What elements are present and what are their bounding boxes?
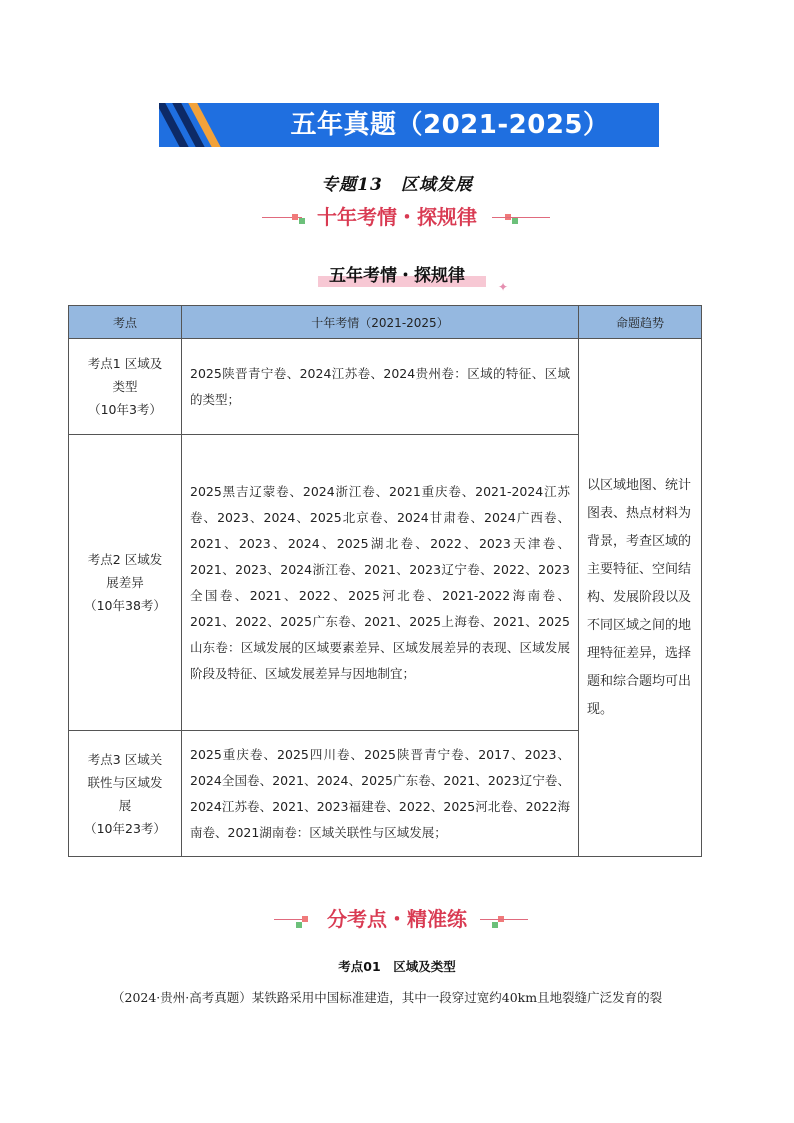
kaodian-cell	[69, 435, 182, 731]
kaodian-line: 考点2 区域发	[87, 552, 163, 567]
title-banner	[159, 103, 659, 147]
decor-square	[302, 916, 308, 922]
kaodian-line: 类型	[112, 379, 138, 394]
header-ten-year: 十年考情（2021-2025）	[182, 306, 579, 339]
description-cell: 2025重庆卷、2025四川卷、2025陕晋青宁卷、2017、2023、2024全国卷、2021、2024、2025广东卷、2021、2023辽宁卷、2024江苏卷、2021、2023福建卷、2022、2025河北卷、2022海南卷、2021湖南卷：区域关联性与区域发展；	[182, 731, 579, 857]
decor-square	[512, 218, 518, 224]
sparkle-icon: ✦	[498, 280, 509, 294]
header-trend: 命题趋势	[579, 306, 702, 339]
kaodian-line: 考点3 区域关	[87, 751, 163, 767]
header-kaodian: 考点	[69, 306, 182, 339]
decor-square	[296, 922, 302, 928]
kaodian-line: 展	[118, 797, 132, 813]
section-header-five-year	[0, 262, 794, 294]
decor-square	[492, 922, 498, 928]
divider-line	[480, 919, 528, 920]
kaodian-line: 展差异	[106, 575, 144, 590]
banner-title: 五年真题（2021-2025）	[290, 110, 610, 140]
exam-analysis-table	[68, 305, 702, 857]
topic-subtitle: 专题13 区域发展	[321, 175, 473, 195]
section-title: 分考点・精准练	[327, 907, 467, 931]
kaodian-section-title: 考点01 区域及类型	[338, 959, 456, 974]
kaodian-count: （10年3考）	[88, 402, 162, 417]
description-cell: 2025陕晋青宁卷、2024江苏卷、2024贵州卷：区域的特征、区域的类型；	[182, 339, 579, 435]
divider-line	[492, 217, 550, 218]
kaodian-line: 联性与区域发	[87, 774, 163, 790]
kaodian-count: （10年23考）	[84, 820, 166, 836]
decor-square	[299, 218, 305, 224]
section-title: 十年考情・探规律	[317, 205, 477, 229]
trend-cell: 以区域地图、统计图表、热点材料为背景，考查区域的主要特征、空间结构、发展阶段以及不同区域之间的地理特征差异，选择题和综合题均可出现。	[579, 339, 702, 857]
decor-square	[292, 214, 298, 220]
question-text: （2024·贵州·高考真题）某铁路采用中国标准建造，其中一段穿过宽约40km且地裂缝广泛发育的裂	[112, 990, 663, 1005]
table-row	[69, 339, 702, 435]
section-header-ten-year	[0, 200, 794, 234]
table-header-row	[69, 306, 702, 339]
section-title: 五年考情・探规律	[329, 266, 465, 286]
section-header-practice	[0, 902, 794, 936]
kaodian-count: （10年38考）	[84, 598, 166, 613]
kaodian-line: 考点1 区域及	[87, 356, 163, 371]
kaodian-cell	[69, 339, 182, 435]
description-cell: 2025黑吉辽蒙卷、2024浙江卷、2021重庆卷、2021-2024江苏卷、2023、2024、2025北京卷、2024甘肃卷、2024广西卷、2021、2023、2024、2025湖北卷、2022、2023天津卷、2021、2023、2024浙江卷、2021、2023辽宁卷、2022、2023全国卷、2021、2022、2025河北卷、2021-2022海南卷、2021、2022、2025广东卷、2021、2025上海卷、2021、2025山东卷：区域发展的区域要素差异、区域发展差异的表现、区域发展阶段及特征、区域发展差异与因地制宜；	[182, 435, 579, 731]
kaodian-cell	[69, 731, 182, 857]
divider-line	[274, 919, 304, 920]
